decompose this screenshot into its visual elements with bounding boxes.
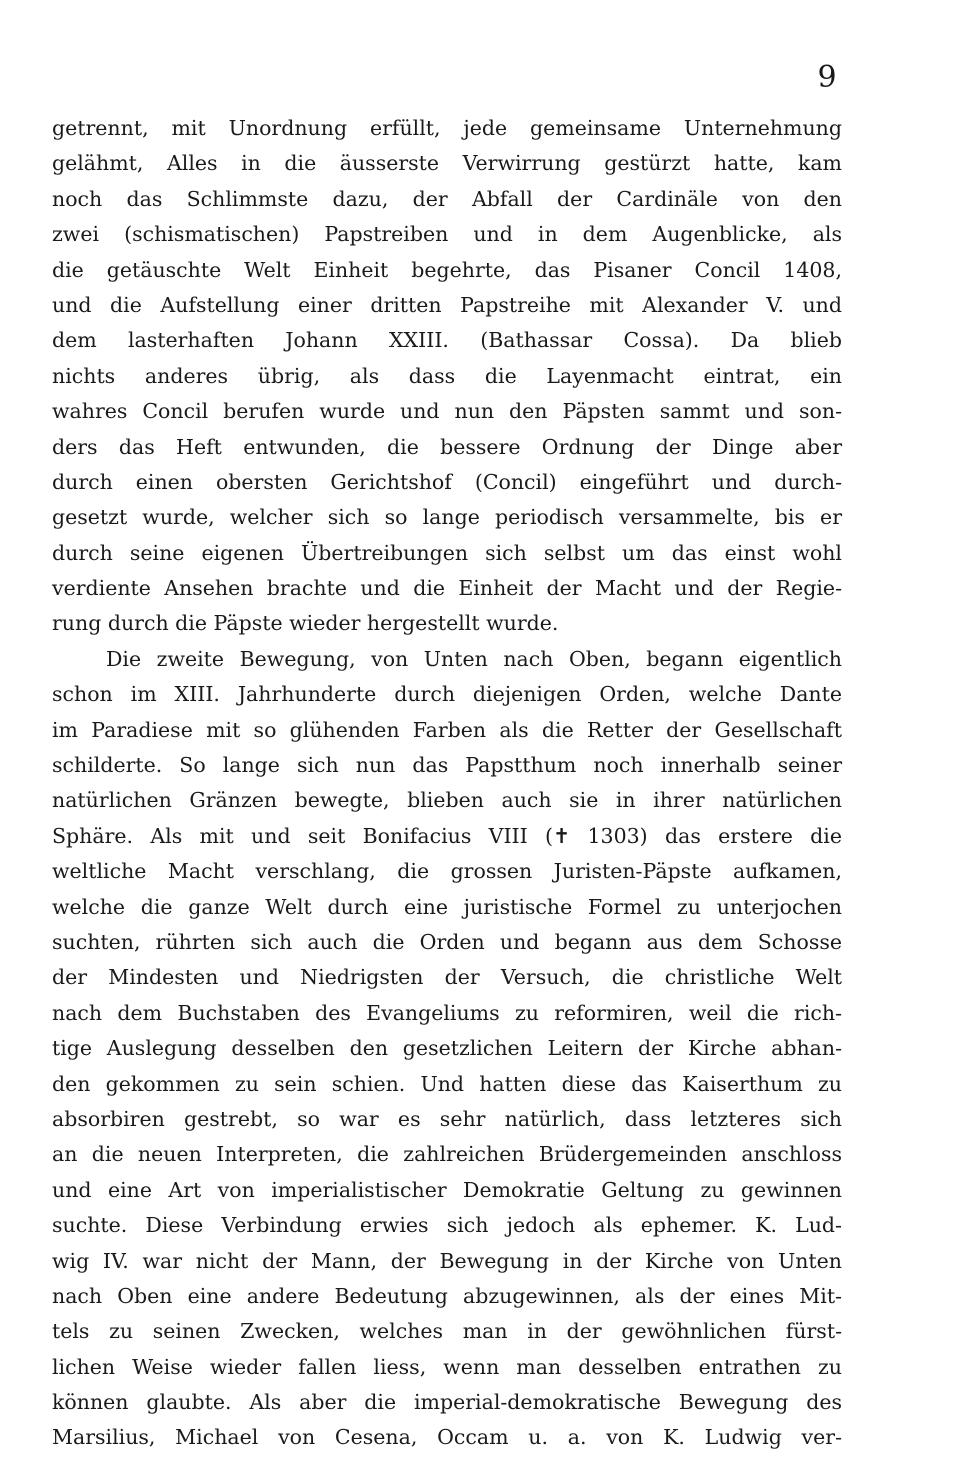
text-line: suchten, rührten sich auch die Orden und begann aus dem Schosse	[52, 929, 842, 954]
text-line: dem lasterhaften Johann XXIII. (Bathassar Cossa). Da blieb	[52, 328, 842, 353]
text-line: gelähmt, Alles in die äusserste Verwirrung gestürzt hatte, kam	[52, 151, 842, 176]
body-text	[52, 111, 842, 1456]
text-line: ders das Heft entwunden, die bessere Ordnung der Dinge aber	[52, 434, 842, 459]
text-line: schilderte. So lange sich nun das Papstthum noch innerhalb seiner	[52, 753, 842, 778]
text-line: können glaubte. Als aber die imperial-demokratische Bewegung des	[52, 1390, 842, 1415]
text-line: verdiente Ansehen brachte und die Einheit der Macht und der Regie-	[52, 576, 842, 601]
text-line: wahres Concil berufen wurde und nun den Päpsten sammt und son-	[52, 399, 842, 424]
page-number: 9	[817, 60, 837, 95]
text-line: die getäuschte Welt Einheit begehrte, das Pisaner Concil 1408,	[52, 257, 842, 282]
text-line: zwei (schismatischen) Papstreiben und in dem Augenblicke, als	[52, 222, 842, 247]
text-line: lichen Weise wieder fallen liess, wenn man desselben entrathen zu	[52, 1354, 842, 1379]
text-line-paragraph-end: rung durch die Päpste wieder hergestellt wurde.	[52, 611, 559, 636]
text-line: und eine Art von imperialistischer Demokratie Geltung zu gewinnen	[52, 1177, 842, 1202]
text-line: suchte. Diese Verbindung erwies sich jedoch als ephemer. K. Lud-	[52, 1213, 842, 1238]
text-line: nach Oben eine andere Bedeutung abzugewinnen, als der eines Mit-	[52, 1283, 842, 1308]
text-line: schon im XIII. Jahrhunderte durch diejenigen Orden, welche Dante	[52, 682, 842, 707]
text-line: der Mindesten und Niedrigsten der Versuch, die christliche Welt	[52, 965, 842, 990]
text-line-paragraph-start: Die zweite Bewegung, von Unten nach Oben, begann eigentlich	[106, 646, 842, 671]
text-line: durch seine eigenen Übertreibungen sich selbst um das einst wohl	[52, 540, 842, 565]
text-line: den gekommen zu sein schien. Und hatten diese das Kaiserthum zu	[52, 1071, 842, 1096]
text-line: und die Aufstellung einer dritten Papstreihe mit Alexander V. und	[52, 292, 842, 317]
text-line: im Paradiese mit so glühenden Farben als die Retter der Gesellschaft	[52, 717, 842, 742]
text-line: durch einen obersten Gerichtshof (Concil) eingeführt und durch-	[52, 469, 842, 494]
text-line: absorbiren gestrebt, so war es sehr natürlich, dass letzteres sich	[52, 1106, 842, 1131]
text-line: welche die ganze Welt durch eine juristische Formel zu unterjochen	[52, 894, 842, 919]
text-line: gesetzt wurde, welcher sich so lange periodisch versammelte, bis er	[52, 505, 842, 530]
text-line: Marsilius, Michael von Cesena, Occam u. a. von K. Ludwig ver-	[52, 1425, 842, 1450]
text-line: an die neuen Interpreten, die zahlreichen Brüdergemeinden anschloss	[52, 1142, 842, 1167]
text-line: weltliche Macht verschlang, die grossen Juristen-Päpste aufkamen,	[52, 859, 842, 884]
text-line: tels zu seinen Zwecken, welches man in der gewöhnlichen fürst-	[52, 1319, 842, 1344]
text-line: natürlichen Gränzen bewegte, blieben auch sie in ihrer natürlichen	[52, 788, 842, 813]
text-line: nichts anderes übrig, als dass die Layenmacht eintrat, ein	[52, 363, 842, 388]
text-line: tige Auslegung desselben den gesetzlichen Leitern der Kirche abhan-	[52, 1036, 842, 1061]
text-line: noch das Schlimmste dazu, der Abfall der Cardinäle von den	[52, 186, 842, 211]
text-line: wig IV. war nicht der Mann, der Bewegung in der Kirche von Unten	[52, 1248, 842, 1273]
text-line: nach dem Buchstaben des Evangeliums zu reformiren, weil die rich-	[52, 1000, 842, 1025]
text-line: Sphäre. Als mit und seit Bonifacius VIII (✝ 1303) das erstere die	[52, 823, 842, 848]
text-line: getrennt, mit Unordnung erfüllt, jede gemeinsame Unternehmung	[52, 116, 842, 140]
